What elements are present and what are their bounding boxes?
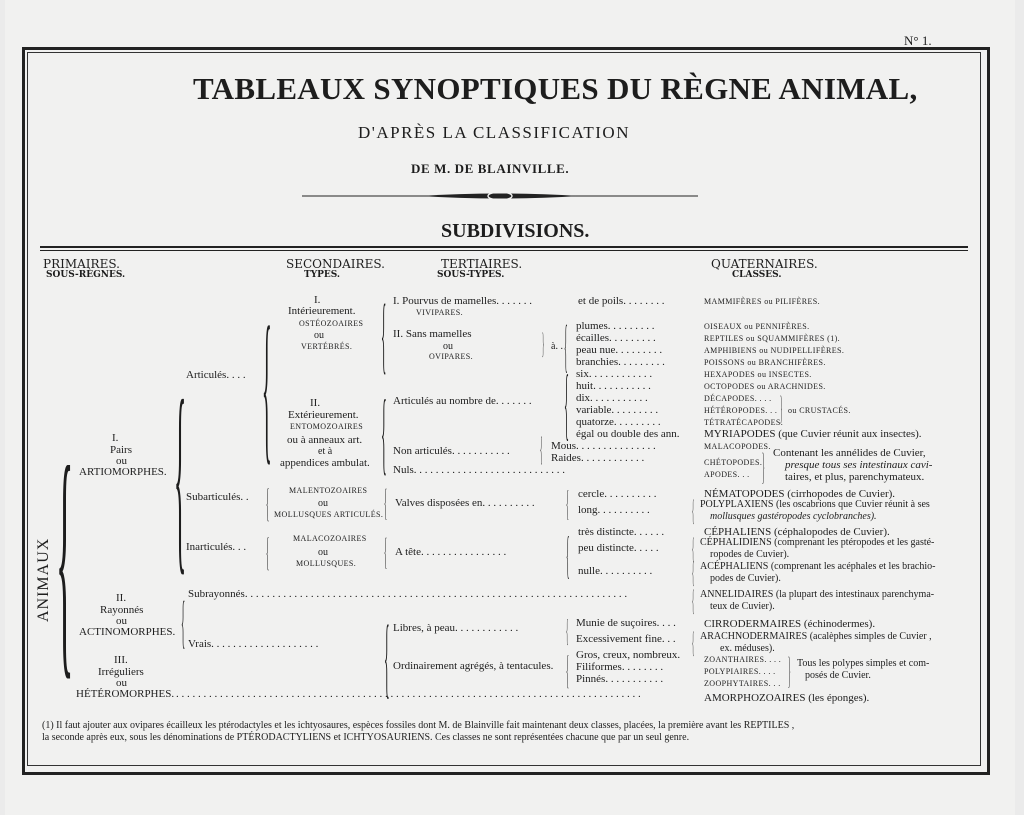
type-i-d: VERTÉBRÉS. [301, 342, 353, 351]
classe-acephaliens-a: ACÉPHALIENS (comprenant les acéphales et les brachio- [700, 561, 936, 572]
side-label-animaux: ANIMAUX [35, 537, 52, 622]
sous-regne-ii-num: II. [116, 592, 127, 604]
valves-disposees: Valves disposées en. . . . . . . . . . [395, 497, 535, 509]
brace-polypes: } [788, 650, 791, 692]
vivipares: VIVIPARES. [416, 308, 464, 317]
tres-distincte: très distincte. . . . . . [578, 526, 665, 538]
classe-zoanthaires: ZOANTHAIRES. . . . [704, 655, 782, 664]
brace-polyplaxiens: { [692, 494, 695, 527]
col-tertiaires-sub: SOUS-TYPES. [437, 270, 505, 280]
main-title: TABLEAUX SYNOPTIQUES DU RÈGNE ANIMAL, [193, 71, 918, 106]
sous-regne-iii-c: HÉTÉROMORPHES. [76, 688, 175, 700]
brace-peau: { [564, 313, 568, 378]
type-ii-c: ou à anneaux art. [287, 434, 363, 446]
ovipares: OVIPARES. [429, 352, 473, 361]
footnote-line-2: la seconde après eux, sous les dénominations de PTÉRODACTYLIENS et ICHTYOSAURIENS. Ces classes ne sont représentées chacune que par un seul genre. [42, 732, 690, 743]
brace-valves: { [384, 482, 387, 524]
pinnes: Pinnés. . . . . . . . . . . [576, 673, 664, 685]
sous-regne-ii-a: Rayonnés [100, 604, 144, 616]
brace-tete: { [384, 531, 387, 573]
classe-chetopodes: CHÉTOPODES. [704, 458, 763, 467]
peu-distincte: peu distincte. . . . . [578, 542, 659, 554]
brace-ovipares: } [542, 327, 545, 360]
malacozoaires-a: MALACOZOAIRES [293, 534, 367, 543]
footnote-line-1: (1) Il faut ajouter aux ovipares écailleux les ptérodactyles et les ichtyosaures, espèces fossiles dont M. de Blainville fait maintenant deux classes, placées, la première avant les REPTILES , [42, 720, 795, 731]
brace-tentacules: { [566, 647, 569, 692]
pourvus-mamelles: I. Pourvus de mamelles. . . . . . . [393, 295, 533, 307]
contenant-c: taires, et plus, parenchymateux. [785, 471, 925, 483]
classe-polyplaxiens-b: mollusques gastéropodes cyclobranches). [710, 511, 877, 522]
brace-crustaces: } [780, 390, 783, 427]
heteromorphes-leader: . . . . . . . . . . . . . . . . . . . . . . . . . . . . . . . . . . . . . . . . . . . . . . . . . . . . . . . . . . . . . . . . . . . . . . . . . . . . . . . . . . . . . [176, 688, 641, 700]
brace-appendices: { [564, 360, 569, 448]
brace-annelides: } [762, 446, 765, 488]
classe-malacopodes: MALACOPODES. [704, 442, 771, 451]
sous-regne-i-b: ou [116, 455, 127, 467]
malentozoaires-c: MOLLUSQUES ARTICULÉS. [274, 510, 384, 519]
ecailles: écailles. . . . . . . . . [576, 332, 656, 344]
classe-poissons: POISSONS ou BRANCHIFÈRES. [704, 358, 826, 367]
sans-mamelles-ou: ou [443, 341, 453, 352]
brace-acephaliens: { [692, 556, 695, 589]
classe-apodes: APODES. . . [704, 470, 750, 479]
brace-osteozoaires: { [381, 286, 387, 382]
classe-amorphozoaires: AMORPHOZOAIRES (les éponges). [704, 692, 870, 704]
col-quaternaires-sub: CLASSES. [732, 270, 782, 280]
classe-decapodes: DÉCAPODES. . . . [704, 394, 772, 403]
sous-regne-ii-c: ACTINOMORPHES. [79, 626, 176, 638]
classe-zoophytaires: ZOOPHYTAIRES. . . [704, 679, 781, 688]
groupe-subrayonnes: Subrayonnés. . . . . . . . . . . . . . . . . . . . . . . . . . . . . . . . . . . . . . . . . . . . . . . . . . . . . . . . . . . . . . . . . . . . . . [188, 588, 628, 600]
classe-polypiaires: POLYPIAIRES. . . . [704, 667, 776, 676]
classe-myriapodes: MYRIAPODES (que Cuvier réunit aux insectes). [704, 428, 922, 440]
brace-entomozoaires: { [381, 381, 387, 483]
classe-cephaliens: CÉPHALIENS (céphalopodes de Cuvier). [704, 526, 890, 538]
malentozoaires-a: MALENTOZOAIRES [289, 486, 368, 495]
malentozoaires-b: ou [318, 498, 328, 509]
type-ii-a: Extérieurement. [288, 409, 359, 421]
raides: Raides. . . . . . . . . . . . [551, 452, 645, 464]
author-line: DE M. DE BLAINVILLE. [411, 161, 570, 176]
brace-cephalidiens: { [692, 532, 695, 565]
nuls: Nuls. . . . . . . . . . . . . . . . . . . . . . . . . . . . [393, 464, 566, 476]
groupe-inarticules: Inarticulés. . . [186, 541, 247, 553]
sous-regne-iii-a: Irréguliers [98, 666, 144, 678]
malacozoaires-b: ou [318, 547, 328, 558]
sous-regne-iii-num: III. [114, 654, 128, 666]
heading-rule-thin [40, 250, 968, 251]
type-ii-d: et à [318, 446, 333, 457]
egal-double: égal ou double des ann. [576, 428, 680, 440]
classe-nematopodes: NÉMATOPODES (cirrhopodes de Cuvier). [704, 488, 896, 500]
gros-creux: Gros, creux, nombreux. [576, 649, 681, 661]
contenant-a: Contenant les annélides de Cuvier, [773, 447, 926, 459]
brace-malacozoaires: { [266, 529, 270, 574]
sans-mamelles: II. Sans mamelles [393, 328, 472, 340]
brace-artiomorphes: { [174, 357, 187, 592]
brace-tete-distincte: { [566, 527, 570, 584]
peau-nue: peau nue. . . . . . . . . [576, 344, 663, 356]
six: six. . . . . . . . . . . . [576, 368, 653, 380]
groupe-subarticules: Subarticulés. . [186, 491, 249, 503]
nulle: nulle. . . . . . . . . . [578, 565, 653, 577]
ovipares-a: à. . [551, 341, 563, 352]
brace-peau-fine: { [566, 612, 569, 648]
classe-heteropodes: HÉTÉROPODES. . . [704, 406, 778, 415]
huit: huit. . . . . . . . . . . [576, 380, 651, 392]
type-i-a: Intérieurement. [288, 305, 356, 317]
articules-nombre: Articulés au nombre de. . . . . . . [393, 395, 532, 407]
branchies: branchies. . . . . . . . . [576, 356, 665, 368]
classe-cirrodermaires: CIRRODERMAIRES (échinodermes). [704, 618, 876, 630]
col-tertiaires: TERTIAIRES. [441, 257, 523, 271]
plate-number: N° 1. [904, 33, 932, 48]
sous-regne-iii-b: ou [116, 677, 127, 689]
classe-annelidaires-b: teux de Cuvier). [710, 601, 775, 612]
variable: variable. . . . . . . . . [576, 404, 659, 416]
classe-arachnodermaires-b: ex. méduses). [720, 643, 775, 654]
type-ii-b: ENTOMOZOAIRES [290, 422, 364, 431]
col-primaires: PRIMAIRES. [43, 257, 120, 271]
classe-cephalidiens-a: CÉPHALIDIENS (comprenant les ptéropodes et les gasté- [700, 537, 935, 548]
classe-hexapodes: HEXAPODES ou INSECTES. [704, 370, 812, 379]
heading-rule [40, 246, 968, 248]
classe-arachnodermaires-a: ARACHNODERMAIRES (acalèphes simples de Cuvier , [700, 631, 932, 642]
brace-cercle-long: { [566, 483, 569, 523]
col-secondaires: SECONDAIRES. [286, 257, 385, 271]
excessivement-fine: Excessivement fine. . . [576, 633, 676, 645]
brace-actinomorphes: { [181, 589, 186, 654]
quatorze: quatorze. . . . . . . . . [576, 416, 661, 428]
classe-oiseaux: OISEAUX ou PENNIFÈRES. [704, 322, 810, 331]
col-secondaires-sub: TYPES. [304, 270, 341, 280]
type-i-c: ou [314, 330, 324, 341]
ornament-rule [300, 188, 700, 204]
groupe-vrais: Vrais. . . . . . . . . . . . . . . . . . . . [188, 638, 319, 650]
classe-octopodes: OCTOPODES ou ARACHNIDES. [704, 382, 826, 391]
brace-annelidaires: { [692, 584, 695, 617]
classe-cephalidiens-b: ropodes de Cuvier). [710, 549, 790, 560]
classe-crustaces: ou CRUSTACÉS. [788, 406, 851, 415]
munie-sucoires: Munie de suçoires. . . . [576, 617, 676, 629]
subtitle: D'APRÈS LA CLASSIFICATION [358, 123, 630, 142]
ordinairement-agreges: Ordinairement agrégés, à tentacules. [393, 660, 554, 672]
polypes-a: Tous les polypes simples et com- [797, 658, 930, 669]
sous-regne-ii-b: ou [116, 615, 127, 627]
type-i-num: I. [314, 294, 321, 306]
brace-animaux: { [56, 414, 74, 700]
dix: dix. . . . . . . . . . . [576, 392, 648, 404]
type-ii-num: II. [310, 397, 321, 409]
groupe-articules: Articulés. . . . [186, 369, 246, 381]
brace-actino: { [384, 608, 390, 707]
contenant-b: presque tous ses intestinaux cavi- [785, 459, 933, 471]
brace-types: { [262, 293, 272, 479]
classe-amphibiens: AMPHIBIENS ou NUDIPELLIFÈRES. [704, 346, 845, 355]
classe-mammiferes: MAMMIFÈRES ou PILIFÈRES. [704, 297, 821, 306]
filiformes: Filiformes. . . . . . . . [576, 661, 664, 673]
polypes-b: posés de Cuvier. [805, 670, 871, 681]
cercle: cercle. . . . . . . . . . [578, 488, 657, 500]
col-quaternaires: QUATERNAIRES. [711, 257, 818, 271]
brace-arachnodermaires: { [692, 626, 695, 659]
classe-reptiles: REPTILES ou SQUAMMIFÈRES (1). [704, 334, 841, 343]
malacozoaires-c: MOLLUSQUES. [296, 559, 357, 568]
sous-regne-i-c: ARTIOMORPHES. [79, 466, 167, 478]
sous-regne-i-num: I. [112, 432, 119, 444]
long: long. . . . . . . . . . [578, 504, 650, 516]
brace-mous-raides: { [540, 431, 543, 468]
mous: Mous. . . . . . . . . . . . . . . [551, 440, 656, 452]
classe-tetradecapodes: TÉTRATÉCAPODES. [704, 418, 784, 427]
libres-peau: Libres, à peau. . . . . . . . . . . . [393, 622, 519, 634]
brace-malentozoaires: { [266, 480, 270, 525]
classe-polyplaxiens-a: POLYPLAXIENS (les oscabrions que Cuvier réunit à ses [700, 499, 930, 510]
classe-annelidaires-a: ANNELIDAIRES (la plupart des intestinaux parenchyma- [700, 589, 935, 600]
non-articules: Non articulés. . . . . . . . . . . [393, 445, 510, 457]
type-i-b: OSTÉOZOAIRES [299, 319, 364, 328]
classe-acephaliens-b: podes de Cuvier). [710, 573, 781, 584]
sous-regne-i-a: Pairs [110, 444, 132, 456]
col-primaires-sub: SOUS-RÈGNES. [46, 270, 126, 280]
plumes: plumes. . . . . . . . . [576, 320, 655, 332]
subdivisions-heading: SUBDIVISIONS. [441, 220, 590, 242]
poils: et de poils. . . . . . . . [578, 295, 665, 307]
type-ii-e: appendices ambulat. [280, 457, 370, 469]
a-tete: A tête. . . . . . . . . . . . . . . . [395, 546, 507, 558]
